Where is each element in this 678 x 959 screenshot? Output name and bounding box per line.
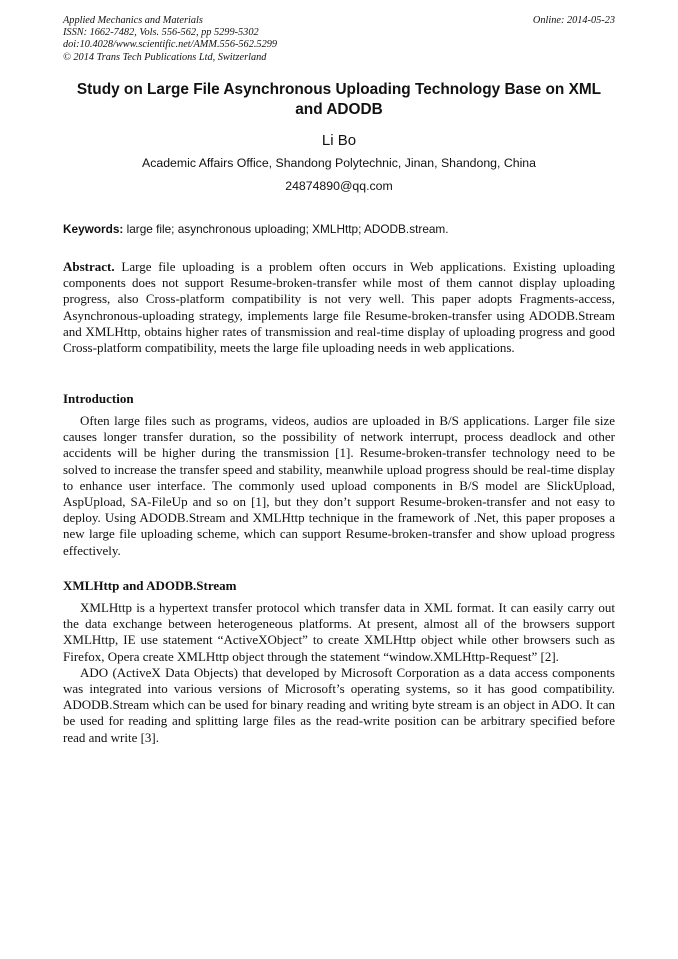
paper-title: Study on Large File Asynchronous Uploading Technology Base on XML and ADODB: [76, 81, 602, 118]
abstract-text: Large file uploading is a problem often occurs in Web applications. Existing uploading components does not support Resume-broken-transfer while most of them cannot display uploading progress, also Cross-platform compatibility is not very well. This paper adopts Fragments-access, Asynchronous-uploading strategy, implements large file Resume-broken-transfer using ADODB.Stream and XMLHttp, obtains higher rates of transmission and real-time display of uploading progress and good Cross-platform compatibility, meets the large file uploading needs in web applications.: [63, 259, 615, 356]
paragraph: ADO (ActiveX Data Objects) that developed by Microsoft Corporation as a data access components was integrated into various versions of Microsoft’s operating systems, so it has good compatibility. ADODB.Stream which can be used for binary reading and writing byte stream is an object in ADO. It can be used for reading and splitting large files as the read-write position can be arbitrary specified before read and write [3].: [63, 664, 615, 745]
issn-line: ISSN: 1662-7482, Vols. 556-562, pp 5299-5302: [63, 27, 259, 39]
section-body-introduction: [63, 413, 615, 559]
author-email[interactable]: 24874890@qq.com: [285, 179, 393, 193]
paragraph: Often large files such as programs, videos, audios are uploaded in B/S applications. Larger file size causes longer transfer duration, so the possibility of network interrupt, process deadlock and other accidents will be higher during the transmission [1]. Resume-broken-transfer technology need to be solved to increase the transfer speed and stability, meanwhile upload progress should be real-time display to enhance user interface. The commonly used upload components in B/S model are SlickUpload, AspUpload, SA-FileUp and so on [1], but they don’t support Resume-broken-transfer and not easy to deploy. Using ADODB.Stream and XMLHttp technique in the framework of .Net, this paper proposes a new large file uploading scheme, which can support Resume-broken-transfer and show upload progress effectively.: [63, 413, 615, 558]
keywords-label: Keywords:: [63, 222, 124, 236]
abstract-block: [63, 259, 615, 356]
paragraph: XMLHttp is a hypertext transfer protocol which transfer data in XML format. It can easily carry out the data exchange between heterogeneous platforms. At present, almost all of the browsers support XMLHttp, IE use statement “ActiveXObject” to create XMLHttp object while other browsers such as Firefox, Opera create XMLHttp object through the statement “window.XMLHttp-Request” [2].: [63, 600, 615, 664]
journal-header: [63, 15, 277, 64]
section-heading-introduction: Introduction: [63, 391, 134, 406]
doi-link[interactable]: doi:10.4028/www.scientific.net/AMM.556-562.5299: [63, 39, 278, 51]
online-date: Online: 2014-05-23: [532, 15, 615, 26]
section-body-xmlhttp-adodb: [63, 600, 615, 746]
author-affiliation: Academic Affairs Office, Shandong Polytechnic, Jinan, Shandong, China: [142, 156, 536, 170]
section-heading-xmlhttp-adodb: XMLHttp and ADODB.Stream: [63, 578, 237, 593]
copyright-line: © 2014 Trans Tech Publications Ltd, Switzerland: [63, 51, 267, 63]
author-name: Li Bo: [321, 132, 357, 149]
keywords-line: [63, 222, 615, 237]
abstract-label: Abstract.: [63, 259, 115, 274]
keywords-text: large file; asynchronous uploading; XMLHttp; ADODB.stream.: [123, 222, 449, 236]
journal-name: Applied Mechanics and Materials: [63, 15, 203, 26]
